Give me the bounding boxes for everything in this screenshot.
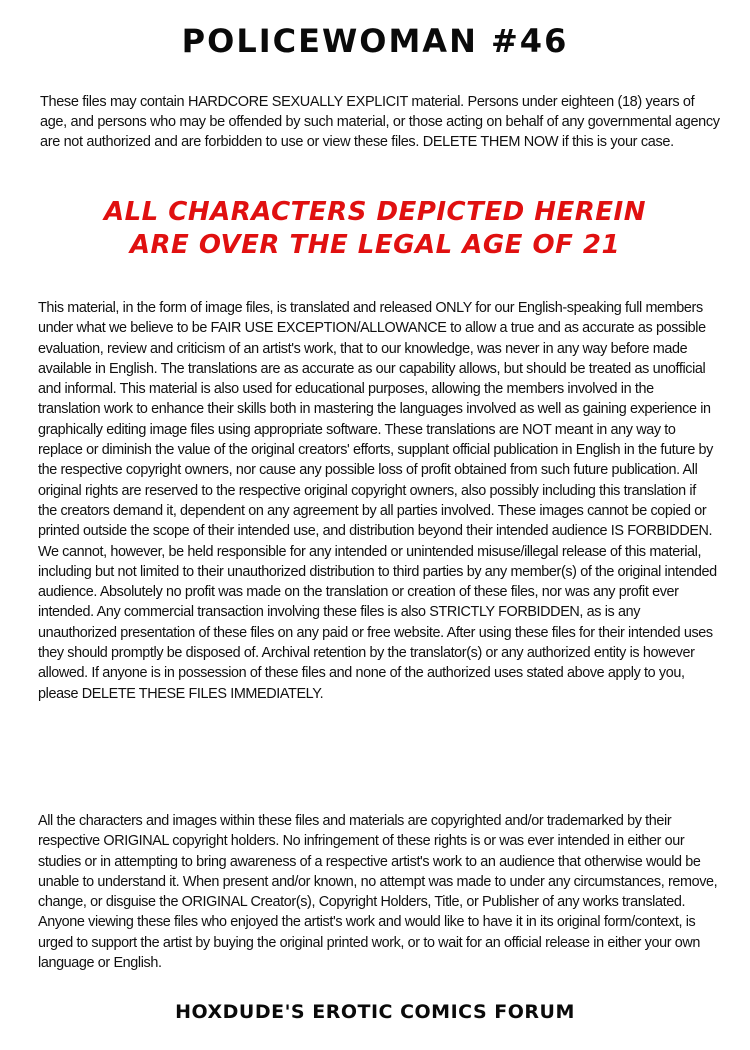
age-notice-line-1: ALL CHARACTERS DEPICTED HEREIN (103, 197, 646, 227)
age-notice-line-2: ARE OVER THE LEGAL AGE OF 21 (129, 230, 621, 260)
forum-name: HOXDUDE'S EROTIC COMICS FORUM (175, 1001, 575, 1023)
fair-use-statement: This material, in the form of image files, is translated and released ONLY for our English-speaking full members under what we believe to be FAIR USE EXCEPTION/ALLOWANCE to allow a true and as accurate as possible evaluation, review and criticism of an artist's work, that to our knowledge, was never in any way before made available in English. The translations are as accurate as our capability allows, but should be treated as unofficial and informal. This material is also used for educational purposes, allowing the members involved in the translation work to enhance their skills both in mastering the languages involved as well as gaining experience in graphically editing image files using appropriate software. These translations are NOT meant in any way to replace or diminish the value of the original creators' efforts, supplant official publication in English in the future by the respective copyright owners, nor cause any possible loss of profit obtained from such future publication. All original rights are reserved to the respective original copyright owners, also possibly including this translation if the creators demand it, dependent on any agreement by all parties involved. These images cannot be copied or printed outside the scope of their intended use, and distribution beyond their intended audience IS FORBIDDEN. We cannot, however, be held responsible for any intended or unintended misuse/illegal release of this material, including but not limited to their unauthorized distribution to third parties by any member(s) of the original intended audience. Absolutely no profit was made on the translation or creation of these files, nor was any profit ever intended. Any commercial transaction involving these files is also STRICTLY FORBIDDEN, as is any unauthorized presentation of these files on any paid or free website. After using these files for their intended uses they should promptly be disposed of. Archival retention by the translator(s) or any authorized entity is however allowed. If anyone is in possession of these files and none of the authorized uses stated above apply to you, please DELETE THESE FILES IMMEDIATELY. (38, 300, 717, 702)
copyright-statement: All the characters and images within these files and materials are copyrighted and/or trademarked by their respective ORIGINAL copyright holders. No infringement of these rights is or was ever intended in either our studies or in attempting to bring awareness of a respective artist's work to an audience that otherwise would be unable to understand it. When present and/or known, no attempt was made to under any circumstances, remove, change, or disguise the ORIGINAL Creator(s), Copyright Holders, Title, or Publisher of any works translated. Anyone viewing these files who enjoyed the artist's work and would like to have it in its original form/context, is urged to support the artist by buying the original printed work, or to wait for an official release in either your own language or English. (38, 813, 718, 972)
page-title: POLICEWOMAN #46 (181, 22, 569, 60)
explicit-content-warning: These files may contain HARDCORE SEXUALLY EXPLICIT material. Persons under eighteen (18) years of age, and persons who may be offended by such material, or those acting on behalf of any governmental agency are not authorized and are forbidden to use or view these files. DELETE THEM NOW if this is your case. (40, 94, 720, 150)
age-notice (0, 196, 750, 262)
